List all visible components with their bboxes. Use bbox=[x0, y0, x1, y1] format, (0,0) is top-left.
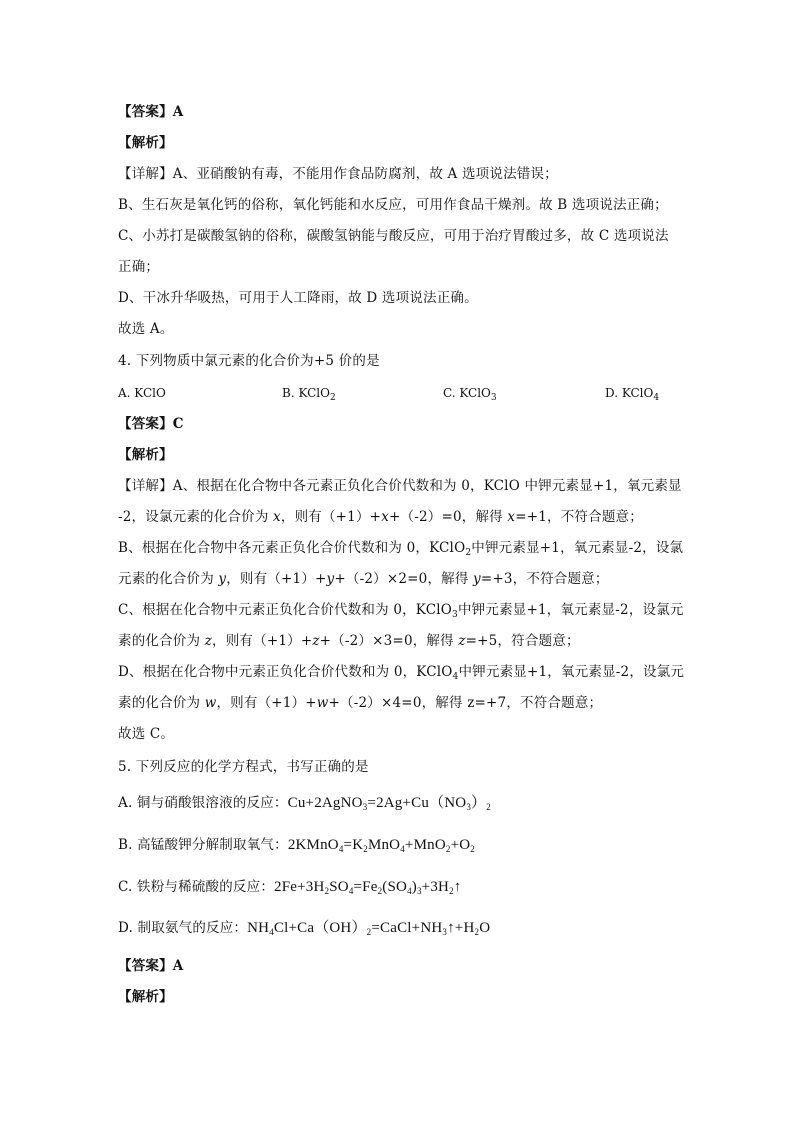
option-d-text: D. KClO bbox=[605, 386, 654, 400]
detail-a-q3: 【详解】A、亚硝酸钠有毒，不能用作食品防腐剂，故 A 选项说法错误； bbox=[118, 166, 558, 182]
detail-c-q4-line2: 素的化合价为 z，则有（+1）+z+（-2）×3=0，解得 z=+5，符合题意； bbox=[118, 633, 580, 649]
detail-d-q3: D、干冰升华吸热，可用于人工降雨，故 D 选项说法正确。 bbox=[118, 290, 478, 306]
option-b-text: B. KClO bbox=[282, 386, 330, 400]
answer-label-q5: 【答案】A bbox=[118, 958, 184, 974]
detail-c-q3-line2: 正确； bbox=[118, 259, 160, 275]
detail-b-q3: B、生石灰是氧化钙的俗称，氧化钙能和水反应，可用作食品干燥剂。故 B 选项说法正确； bbox=[118, 197, 668, 213]
detail-b-q4-line1: B、根据在化合物中各元素正负化合价代数和为 0，KClO$_2$中钾元素显+1，氧元素显-2，设氯 bbox=[118, 540, 684, 558]
question-4-stem: 4. 下列物质中氯元素的化合价为+5 价的是 bbox=[118, 353, 380, 369]
detail-d-q4-line2: 素的化合价为 w，则有（+1）+w+（-2）×4=0，解得 z=+7，不符合题意； bbox=[118, 695, 603, 711]
option-b-subscript: 2 bbox=[329, 393, 336, 403]
conclusion-q4: 故选 C。 bbox=[118, 726, 175, 742]
option-c-text: C. KClO bbox=[443, 386, 491, 400]
detail-a-q4-line2: -2，设氯元素的化合价为 x，则有（+1）+x+（-2）=0，解得 x=+1，不符合题意； bbox=[118, 509, 643, 525]
detail-c-q4-line1: C、根据在化合物中元素正负化合价代数和为 0，KClO$_3$中钾元素显+1，氧元素显-2，设氯元 bbox=[118, 602, 684, 620]
question-5-option-c: C. 铁粉与稀硫酸的反应：$2Fe+3H_2SO_4=Fe_2(SO_4)_3+3H_2↑$ bbox=[118, 879, 462, 896]
gas-arrow-icon: ↑ bbox=[453, 879, 462, 895]
analysis-label-q5: 【解析】 bbox=[118, 989, 173, 1005]
question-4-option-c bbox=[443, 383, 497, 403]
detail-d-q4-line1: D、根据在化合物中元素正负化合价代数和为 0，KClO$_4$中钾元素显+1，氧元素显-2，设氯元 bbox=[118, 664, 685, 682]
analysis-label-q3: 【解析】 bbox=[118, 135, 173, 151]
detail-c-q3-line1: C、小苏打是碳酸氢钠的俗称，碳酸氢钠能与酸反应，可用于治疗胃酸过多，故 C 选项说法 bbox=[118, 228, 669, 244]
question-4-option-d bbox=[605, 383, 659, 403]
question-5-stem: 5. 下列反应的化学方程式，书写正确的是 bbox=[118, 759, 369, 775]
answer-label-q3: 【答案】A bbox=[118, 104, 184, 120]
analysis-label-q4: 【解析】 bbox=[118, 447, 173, 463]
detail-b-q4-line2: 元素的化合价为 y，则有（+1）+y+（-2）×2=0，解得 y=+3，不符合题意； bbox=[118, 571, 609, 587]
question-5-option-d: D. 制取氨气的反应：$NH_4Cl+Ca(OH)_2=CaCl+NH_3↑+H_2O$ bbox=[118, 920, 491, 937]
question-4-option-b bbox=[282, 383, 336, 403]
conclusion-q3: 故选 A。 bbox=[118, 321, 174, 337]
detail-a-q4-line1: 【详解】A、根据在化合物中各元素正负化合价代数和为 0，KClO 中钾元素显+1，氧元素显 bbox=[118, 478, 682, 494]
question-4-option-a bbox=[118, 383, 166, 403]
option-a-text: A. KClO bbox=[118, 386, 166, 400]
question-5-option-b: B. 高锰酸钾分解制取氧气：$2KMnO_4=K_2MnO_4+MnO_2+O_2$ bbox=[118, 837, 475, 854]
question-5-option-a: A. 铜与硝酸银溶液的反应：$Cu+2AgNO_3=2Ag+Cu(NO_3)_2$ bbox=[118, 795, 491, 812]
option-c-subscript: 3 bbox=[490, 393, 497, 403]
answer-label-q4: 【答案】C bbox=[118, 416, 184, 432]
option-d-subscript: 4 bbox=[653, 393, 660, 403]
